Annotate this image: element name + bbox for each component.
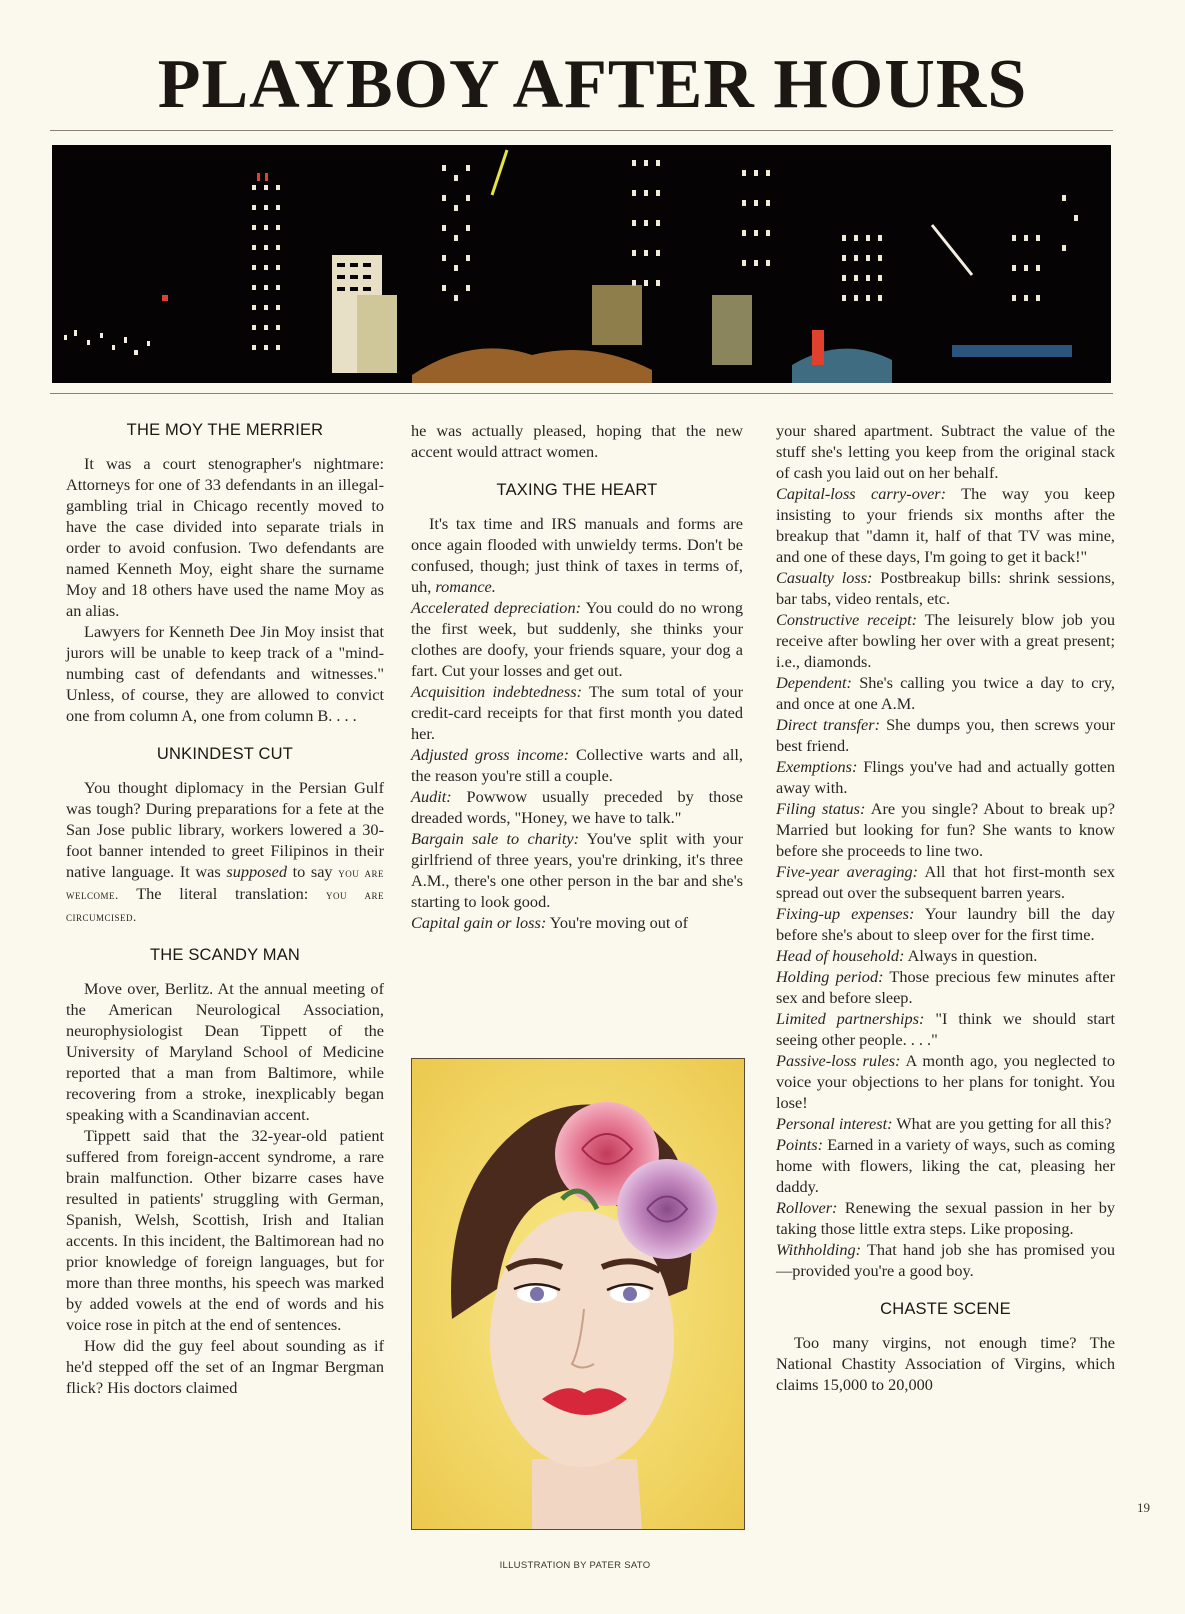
page-number: 19 <box>1137 1500 1150 1515</box>
glossary-text: That hand job she has promised you—provided you're a good boy. <box>776 1240 1115 1280</box>
glossary-term: Five-year averaging: <box>776 862 919 881</box>
glossary-entry <box>776 945 1115 966</box>
glossary-entry <box>776 1239 1115 1281</box>
paragraph: Tippett said that the 32-year-old patient suffered from foreign-accent syndrome, a rare brain malfunction. Other bizarre cases have resulted in patients' struggling with German, Spanish, Welsh, Scottish, Irish and Italian accents. In this incident, the Baltimorean had no prior knowledge of foreign languages, but for more than three months, his speech was marked by added vowels at the end of words and his voice rose in pitch at the end of sentences. <box>66 1126 384 1334</box>
glossary-term: Points: <box>776 1135 824 1154</box>
glossary-text: She's calling you twice a day to cry, and once at one A.M. <box>776 673 1115 713</box>
glossary-term: Holding period: <box>776 967 884 986</box>
text-run-smallcaps: you are welcome. <box>66 865 385 902</box>
glossary-term: Filing status: <box>776 799 866 818</box>
glossary-text: She dumps you, then screws your best friend. <box>776 715 1115 755</box>
paragraph: your shared apartment. Subtract the value of the stuff she's letting you keep from the original stack of cash you laid out on her behalf. <box>776 421 1115 482</box>
glossary-term: Adjusted gross income: <box>411 745 570 764</box>
glossary-entry <box>776 1008 1115 1050</box>
glossary-term: Direct transfer: <box>776 715 881 734</box>
glossary-entry <box>776 861 1115 903</box>
glossary-entry <box>411 786 743 828</box>
glossary-text: Powwow usually preceded by those dreaded words, "Honey, we have to talk." <box>411 787 743 827</box>
paragraph <box>66 777 384 927</box>
glossary-term: Dependent: <box>776 673 852 692</box>
glossary-term: Exemptions: <box>776 757 858 776</box>
glossary-term: Rollover: <box>776 1198 838 1217</box>
glossary-entry <box>776 1134 1115 1197</box>
glossary-text: Are you single? About to break up? Married but looking for fun? She wants to know before she proceeds to line two. <box>776 799 1115 860</box>
glossary-text: You've split with your girlfriend of three years, you're drinking, it's three A.M., there's one other person in the bar and she's starting to look good. <box>411 829 743 911</box>
illustration-credit: ILLUSTRATION BY PATER SATO <box>499 1560 651 1571</box>
glossary-entry <box>411 597 743 681</box>
glossary-text: The sum total of your credit-card receipts for that first month you dated her. <box>411 682 743 743</box>
paragraph: Move over, Berlitz. At the annual meeting of the American Neurological Association, neurophysiologist Dean Tippett of the University of Maryland School of Medicine reported that a man from Baltimore, while recovering from a stroke, inexplicably began speaking with a Scandinavian accent. <box>66 979 384 1124</box>
paragraph: Lawyers for Kenneth Dee Jin Moy insist that jurors will be unable to keep track of a "mind-numbing cast of defendants and witnesses." Unless, of course, they are allowed to convict one from column A, one from column B. . . . <box>66 622 384 725</box>
glossary-text: The leisurely blow job you receive after bowling her over with a great present; i.e., diamonds. <box>776 610 1115 671</box>
glossary-text: Earned in a variety of ways, such as coming home with flowers, liking the cat, pleasing her daddy. <box>776 1135 1115 1196</box>
glossary-entry <box>776 798 1115 861</box>
glossary-entry <box>776 609 1115 672</box>
text-run: It's tax time and IRS manuals and forms are once again flooded with unwieldy terms. Don't be confused, though; just think of taxes in terms of, uh, <box>411 514 743 596</box>
glossary-term: Personal interest: <box>776 1114 893 1133</box>
glossary-text: Renewing the sexual passion in her by taking those little extra steps. Like proposing. <box>776 1198 1115 1238</box>
page-title: PLAYBOY AFTER HOURS <box>157 46 1028 123</box>
paragraph: Too many virgins, not enough time? The National Chastity Association of Virgins, which claims 15,000 to 20,000 <box>776 1333 1115 1394</box>
paragraph: he was actually pleased, hoping that the new accent would attract women. <box>411 421 743 461</box>
glossary-term: Fixing-up expenses: <box>776 904 915 923</box>
glossary-term: Capital gain or loss: <box>411 913 547 932</box>
text-run: to say <box>286 862 339 881</box>
paragraph: How did the guy feel about sounding as if he'd stepped off the set of an Ingmar Bergman flick? His doctors claimed <box>66 1336 384 1397</box>
glossary-term: Accelerated depreciation: <box>411 598 582 617</box>
glossary-text: Always in question. <box>904 946 1038 965</box>
text-run-italic: supposed <box>226 862 287 881</box>
glossary-text: Those precious few minutes after sex and before sleep. <box>776 967 1115 1007</box>
text-run: You thought diplomacy in the Persian Gulf was tough? During preparations for a fete at the San Jose public library, workers lowered a 30-foot banner intended to greet Filipinos in their native language. It was <box>66 778 384 881</box>
glossary-entry <box>411 681 743 744</box>
glossary-entry <box>411 744 743 786</box>
glossary-term: Constructive receipt: <box>776 610 918 629</box>
skyline-illustration <box>52 145 1111 383</box>
glossary-term: Head of household: <box>776 946 905 965</box>
glossary-term: Capital-loss carry-over: <box>776 484 947 503</box>
glossary-text: All that hot first-month sex spread out over the subsequent barren years. <box>776 862 1115 902</box>
glossary-text: Postbreakup bills: shrink sessions, bar tabs, video rentals, etc. <box>776 568 1115 608</box>
heading-taxing-heart: TAXING THE HEART <box>496 481 658 499</box>
glossary-text: A month ago, you neglected to voice your objections to her plans for tonight. You lose! <box>776 1051 1116 1112</box>
heading-moy-merrier: THE MOY THE MERRIER <box>126 421 324 439</box>
top-rule <box>50 130 1113 131</box>
column-2 <box>411 420 743 933</box>
glossary-text: The way you keep insisting to your friends six months after the breakup that "damn it, half of that TV was mine, and one of these days, I'm going to get it back!" <box>776 484 1115 566</box>
glossary-term: Limited partnerships: <box>776 1009 925 1028</box>
glossary-entry <box>776 903 1115 945</box>
heading-unkindest-cut: UNKINDEST CUT <box>156 745 294 763</box>
glossary-term: Casualty loss: <box>776 568 873 587</box>
heading-chaste-scene: CHASTE SCENE <box>880 1300 1011 1318</box>
glossary-term: Audit: <box>411 787 452 806</box>
glossary-entry <box>411 912 743 933</box>
glossary-text: Collective warts and all, the reason you're still a couple. <box>411 745 743 785</box>
skyline-art <box>52 145 1111 383</box>
glossary-text: You're moving out of <box>546 913 689 932</box>
glossary-entry <box>776 756 1115 798</box>
glossary-entry <box>776 1050 1115 1113</box>
glossary-term: Bargain sale to charity: <box>411 829 579 848</box>
glossary-entry <box>411 828 743 912</box>
text-run-smallcaps: you are circumcised. <box>66 887 384 924</box>
column-1 <box>66 420 384 1398</box>
glossary-term: Withholding: <box>776 1240 862 1259</box>
text-run-italic: romance. <box>435 577 496 596</box>
glossary-text: Flings you've had and actually gotten away with. <box>776 757 1115 797</box>
glossary-term: Acquisition indebtedness: <box>411 682 582 701</box>
column-3 <box>776 420 1115 1395</box>
bottom-rule <box>50 393 1113 394</box>
glossary-entry <box>776 714 1115 756</box>
glossary-entry <box>776 966 1115 1008</box>
glossary-entry <box>776 1113 1115 1134</box>
glossary-text: "I think we should start seeing other people. . . ." <box>776 1009 1115 1049</box>
portrait-art <box>412 1059 744 1529</box>
glossary-text: You could do no wrong the first week, but suddenly, she thinks your clothes are doofy, your friends square, your dog a fart. Cut your losses and get out. <box>411 598 743 680</box>
text-run: The literal translation: <box>118 884 327 903</box>
paragraph: It was a court stenographer's nightmare: Attorneys for one of 33 defendants in an illegal-gambling trial in Chicago recently moved to have the case divided into separate trials in order to avoid confusion. Two defendants are named Kenneth Moy, eight share the surname Moy and 18 others have used the name Moy as an alias. <box>66 454 384 620</box>
portrait-illustration <box>411 1058 745 1530</box>
glossary-text: Your laundry bill the day before she's about to sleep over for the first time. <box>776 904 1115 944</box>
glossary-entry <box>776 567 1115 609</box>
glossary-entry <box>776 1197 1115 1239</box>
glossary-entry <box>776 672 1115 714</box>
paragraph <box>411 513 743 597</box>
heading-scandy-man: THE SCANDY MAN <box>149 946 301 964</box>
glossary-text: What are you getting for all this? <box>892 1114 1112 1133</box>
glossary-term: Passive-loss rules: <box>776 1051 901 1070</box>
glossary-entry <box>776 483 1115 567</box>
